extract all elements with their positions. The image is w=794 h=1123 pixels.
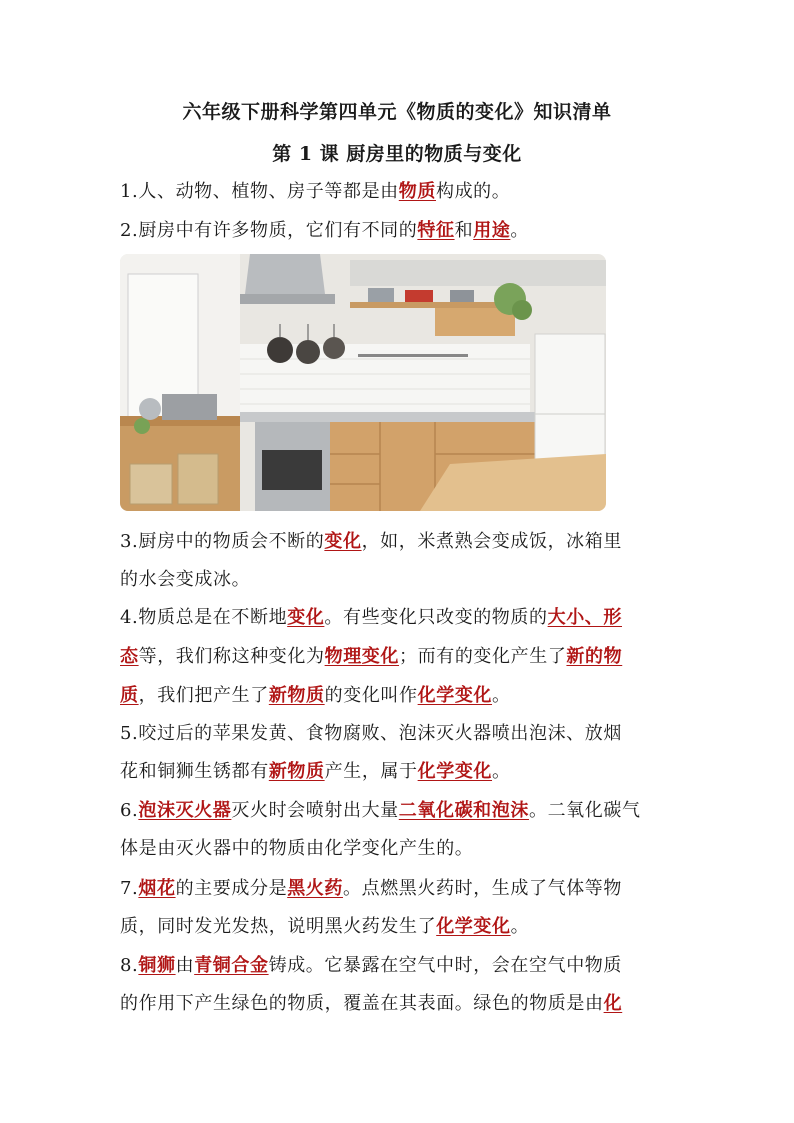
highlighted-keyword: 新的物 xyxy=(566,646,623,667)
text-line xyxy=(120,757,511,783)
highlighted-keyword: 特征 xyxy=(417,220,455,241)
kitchen-photo xyxy=(120,254,606,511)
text-segment: 由 xyxy=(175,955,195,976)
text-segment: 质，同时发光发热，说明黑火药发生了 xyxy=(120,916,437,937)
text-line xyxy=(120,681,511,707)
text-line xyxy=(120,642,622,668)
text-segment: 。二氧化碳气 xyxy=(528,800,641,821)
text-segment: 等，我们称这种变化为 xyxy=(138,646,325,667)
highlighted-keyword: 二氧化碳和泡沫 xyxy=(398,800,529,821)
text-segment: 的主要成分是 xyxy=(175,878,288,899)
highlighted-keyword: 物质 xyxy=(398,181,436,202)
text-segment: 灭火时会喷射出大量 xyxy=(231,800,399,821)
highlighted-keyword: 化学变化 xyxy=(436,916,511,937)
text-segment: 3.厨房中的物质会不断的 xyxy=(120,531,325,552)
text-line xyxy=(120,527,622,553)
text-segment: 4.物质总是在不断地 xyxy=(120,607,288,628)
text-segment: 的水会变成冰。 xyxy=(120,569,251,590)
text-segment: 构成的。 xyxy=(435,181,511,202)
highlighted-keyword: 物理变化 xyxy=(324,646,400,667)
text-segment: ；而有的变化产生了 xyxy=(399,646,567,667)
highlighted-keyword: 泡沫灭火器 xyxy=(138,800,232,821)
text-segment: 体是由灭火器中的物质由化学变化产生的。 xyxy=(120,838,474,859)
text-line xyxy=(120,216,529,242)
highlighted-keyword: 化 xyxy=(603,993,623,1014)
highlighted-keyword: 大小、形 xyxy=(547,607,622,628)
text-line xyxy=(120,719,622,745)
text-segment: 铸成。它暴露在空气中时，会在空气中物质 xyxy=(268,955,622,976)
highlighted-keyword: 质 xyxy=(120,685,139,706)
text-segment: 。 xyxy=(510,916,530,937)
text-segment: ，我们把产生了 xyxy=(138,685,269,706)
highlighted-keyword: 变化 xyxy=(287,607,325,628)
text-segment: 。 xyxy=(510,220,529,241)
text-line xyxy=(120,951,622,977)
text-line xyxy=(120,565,250,591)
text-segment: 。有些变化只改变的物质的 xyxy=(324,607,548,628)
text-line xyxy=(120,603,622,629)
highlighted-keyword: 新物质 xyxy=(268,761,325,782)
text-line xyxy=(120,989,622,1015)
text-segment: 2.厨房中有许多物质，它们有不同的 xyxy=(120,220,418,241)
text-line xyxy=(120,874,622,900)
highlighted-keyword: 新物质 xyxy=(268,685,325,706)
text-segment: 5.咬过后的苹果发黄、食物腐败、泡沫灭火器喷出泡沫、放烟 xyxy=(120,723,622,744)
text-segment: 。 xyxy=(492,761,511,782)
text-segment: 。点燃黑火药时，生成了气体等物 xyxy=(343,878,622,899)
highlighted-keyword: 青铜合金 xyxy=(194,955,269,976)
text-segment: 花和铜狮生锈都有 xyxy=(120,761,269,782)
text-segment: 8. xyxy=(120,955,139,976)
highlighted-keyword: 用途 xyxy=(473,220,511,241)
text-line xyxy=(120,912,529,938)
highlighted-keyword: 态 xyxy=(120,646,139,667)
text-line xyxy=(120,177,510,203)
text-segment: 6. xyxy=(120,800,139,821)
highlighted-keyword: 化学变化 xyxy=(417,685,493,706)
highlighted-keyword: 烟花 xyxy=(138,878,176,899)
text-segment: 的变化叫作 xyxy=(324,685,418,706)
highlighted-keyword: 变化 xyxy=(324,531,362,552)
highlighted-keyword: 黑火药 xyxy=(287,878,343,899)
highlighted-keyword: 铜狮 xyxy=(138,955,176,976)
text-segment: 1.人、动物、植物、房子等都是由 xyxy=(120,181,399,202)
text-line xyxy=(120,834,473,860)
document-title: 六年级下册科学第四单元《物质的变化》知识清单 xyxy=(182,101,612,123)
text-segment: 的作用下产生绿色的物质，覆盖在其表面。绿色的物质是由 xyxy=(120,993,604,1014)
highlighted-keyword: 化学变化 xyxy=(417,761,493,782)
text-segment: 7. xyxy=(120,878,139,899)
lesson-title: 第 1 课 厨房里的物质与变化 xyxy=(272,143,522,165)
text-segment: 产生，属于 xyxy=(324,761,418,782)
text-segment: ，如，米煮熟会变成饭，冰箱里 xyxy=(361,531,622,552)
text-segment: 。 xyxy=(492,685,511,706)
text-segment: 和 xyxy=(454,220,474,241)
text-line xyxy=(120,796,641,822)
